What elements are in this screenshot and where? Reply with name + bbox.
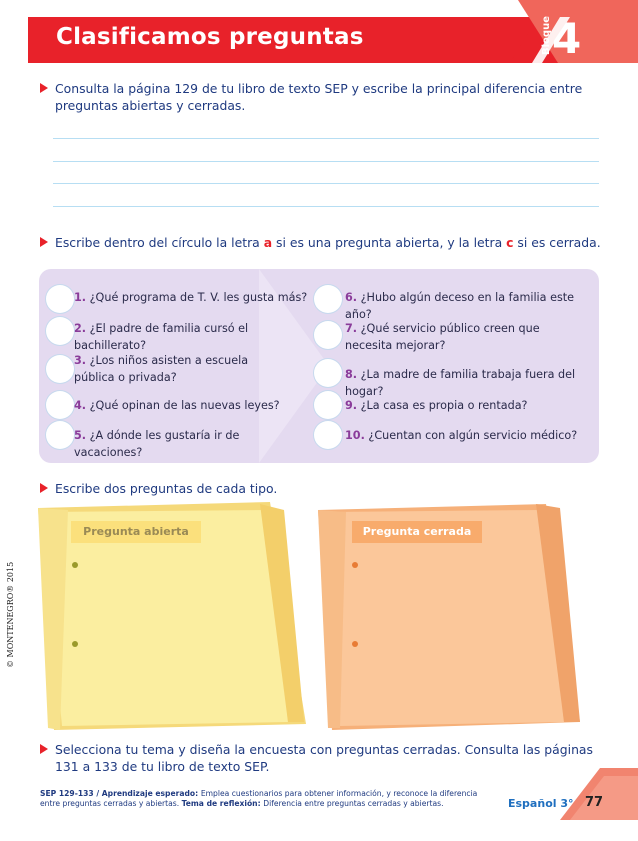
bullet-triangle-icon: [40, 744, 48, 754]
footer-subject: Español 3°: [508, 797, 574, 810]
page-number: 77: [585, 795, 604, 810]
closed-bullet-1: [352, 562, 358, 568]
footer-learning-text: SEP 129-133 / Aprendizaje esperado: Emplea cuestionarios para obtener información, y reconoce la diferencia entre preguntas cerradas y abiertas. Tema de reflexión: Diferencia entre preguntas cerradas y abiertas.: [40, 789, 478, 808]
answer-circle-6[interactable]: [314, 285, 342, 313]
bloque-number: 4: [552, 14, 582, 63]
instruction-2-text: Escribe dentro del círculo la letra a si es una pregunta abierta, y la letra c si es cerrada.: [55, 235, 601, 250]
instruction-3: [40, 480, 605, 497]
answer-circle-1[interactable]: [46, 285, 74, 313]
question-6: 6. ¿Hubo algún deceso en la familia este año?: [345, 291, 575, 321]
instruction-3-text: Escribe dos preguntas de cada tipo.: [55, 481, 278, 496]
open-answer-area-1[interactable]: [84, 556, 274, 616]
open-answer-area-2[interactable]: [84, 630, 274, 690]
closed-answer-area-1[interactable]: [364, 556, 554, 616]
question-7: 7. ¿Qué servicio público creen que necesita mejorar?: [345, 322, 540, 352]
question-10: 10. ¿Cuentan con algún servicio médico?: [345, 429, 578, 442]
question-8: 8. ¿La madre de familia trabaja fuera del hogar?: [345, 368, 576, 398]
bullet-triangle-icon: [40, 83, 48, 93]
answer-circle-4[interactable]: [46, 391, 74, 419]
open-bullet-2: [72, 641, 78, 647]
answer-circle-5[interactable]: [46, 421, 74, 449]
question-2: 2. ¿El padre de familia cursó el bachillerato?: [74, 322, 249, 352]
letter-c: c: [506, 235, 514, 250]
answer-circle-10[interactable]: [314, 421, 342, 449]
question-9: 9. ¿La casa es propia o rentada?: [345, 399, 528, 412]
instruction-4: [40, 741, 605, 775]
closed-answer-area-2[interactable]: [364, 630, 554, 690]
copyright-credit: © MONTENEGRO® 2015: [6, 561, 15, 668]
bloque-label: Bloque: [540, 16, 552, 55]
page-corner-tab: [560, 768, 638, 820]
open-bullet-1: [72, 562, 78, 568]
instruction-4-text: Selecciona tu tema y diseña la encuesta con preguntas cerradas. Consulta las páginas 131 a 133 de tu libro de texto SEP.: [55, 742, 593, 774]
closed-bullet-2: [352, 641, 358, 647]
letter-a: a: [263, 235, 273, 250]
question-1: 1. ¿Qué programa de T. V. les gusta más?: [74, 291, 308, 304]
instruction-2: [40, 234, 605, 251]
page-header: [0, 0, 638, 66]
answer-line-4[interactable]: [53, 206, 599, 207]
bullet-triangle-icon: [40, 483, 48, 493]
answer-line-2[interactable]: [53, 161, 599, 162]
question-4: 4. ¿Qué opinan de las nuevas leyes?: [74, 399, 280, 412]
answer-circle-3[interactable]: [46, 355, 74, 383]
answer-circle-2[interactable]: [46, 317, 74, 345]
instruction-1: [40, 80, 605, 114]
answer-line-3[interactable]: [53, 183, 599, 184]
instruction-1-text: Consulta la página 129 de tu libro de texto SEP y escribe la principal diferencia entre preguntas abiertas y cerradas.: [55, 81, 583, 113]
answer-circle-7[interactable]: [314, 321, 342, 349]
bullet-triangle-icon: [40, 237, 48, 247]
open-question-label: Pregunta abierta: [71, 521, 201, 543]
page-title: Clasificamos preguntas: [56, 24, 364, 50]
question-5: 5. ¿A dónde les gustaría ir de vacaciones?: [74, 429, 240, 459]
answer-circle-8[interactable]: [314, 359, 342, 387]
answer-line-1[interactable]: [53, 138, 599, 139]
closed-question-label: Pregunta cerrada: [352, 521, 482, 543]
answer-circle-9[interactable]: [314, 391, 342, 419]
question-3: 3. ¿Los niños asisten a escuela pública o privada?: [74, 354, 249, 384]
